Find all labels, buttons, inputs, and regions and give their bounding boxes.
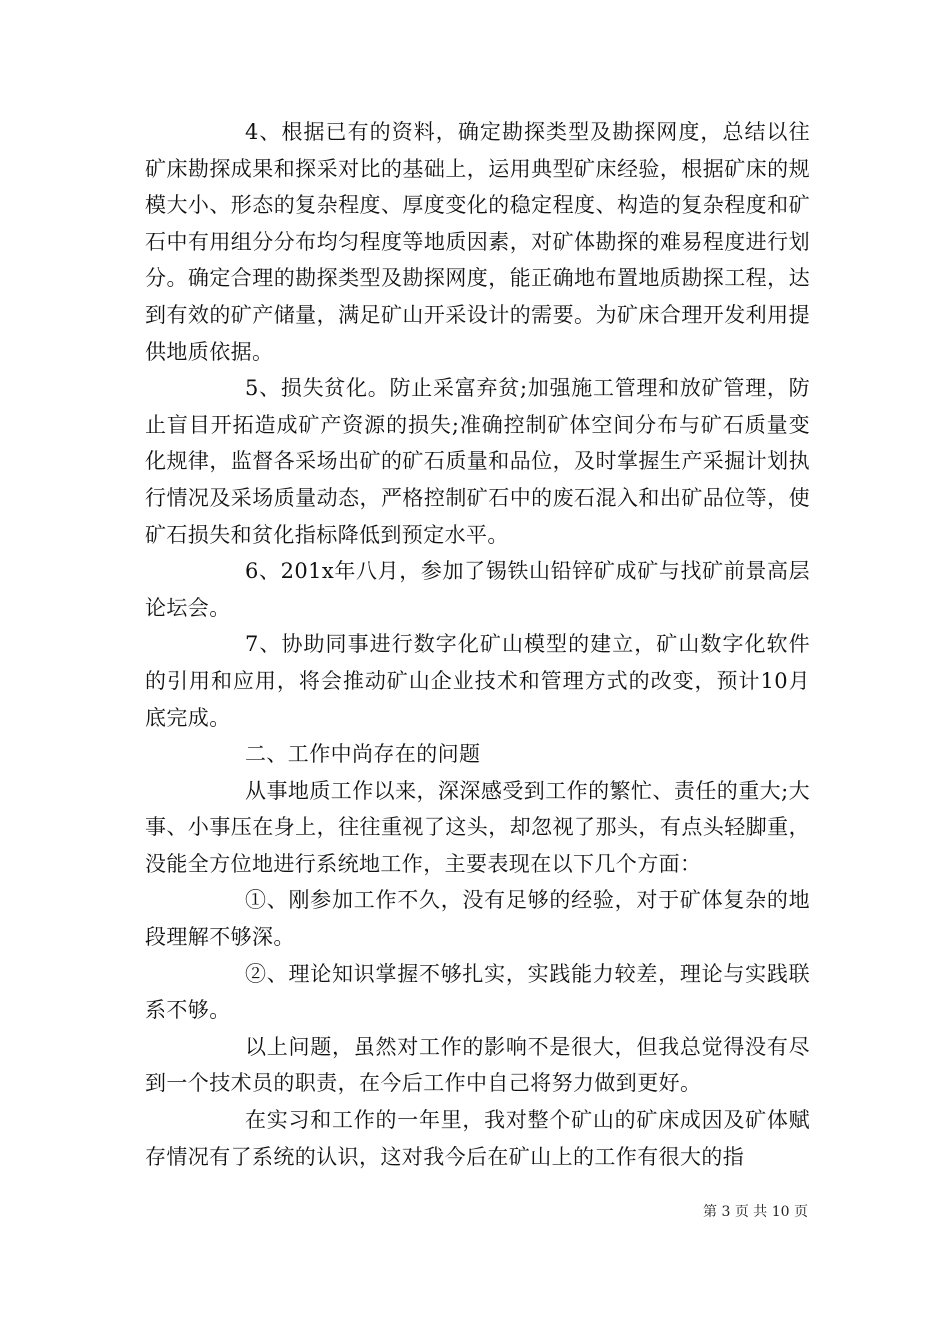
paragraph-item-7: 7、协助同事进行数字化矿山模型的建立，矿山数字化软件的引用和应用，将会推动矿山企业技术和管理方式的改变，预计10月底完成。	[145, 632, 810, 730]
paragraph-item-6: 6、201x年八月，参加了锡铁山铅锌矿成矿与找矿前景高层论坛会。	[145, 559, 810, 620]
page-number-footer: 第 3 页 共 10 页	[703, 1204, 808, 1220]
paragraph-problems-intro: 从事地质工作以来，深深感受到工作的繁忙、责任的重大;大事、小事压在身上，往往重视了这头，却忽视了那头，有点头轻脚重，没能全方位地进行系统地工作，主要表现在以下几个方面：	[145, 778, 810, 876]
paragraph-item-4: 4、根据已有的资料，确定勘探类型及勘探网度，总结以往矿床勘探成果和探采对比的基础上，运用典型矿床经验，根据矿床的规模大小、形态的复杂程度、厚度变化的稳定程度、构造的复杂程度和矿石中有用组分分布均匀程度等地质因素，对矿体勘探的难易程度进行划分。确定合理的勘探类型及勘探网度，能正确地布置地质勘探工程，达到有效的矿产储量，满足矿山开采设计的需要。为矿床合理开发利用提供地质依据。	[145, 120, 810, 364]
paragraph-problems-summary: 以上问题，虽然对工作的影响不是很大，但我总觉得没有尽到一个技术员的职责，在今后工作中自己将努力做到更好。	[145, 1034, 810, 1096]
paragraph-internship-summary: 在实习和工作的一年里，我对整个矿山的矿床成因及矿体赋存情况有了系统的认识，这对我今后在矿山上的工作有很大的指	[145, 1108, 810, 1169]
document-body	[145, 114, 810, 1175]
section-heading-problems: 二、工作中尚存在的问题	[245, 742, 481, 767]
paragraph-problem-2: ②、理论知识掌握不够扎实，实践能力较差，理论与实践联系不够。	[145, 961, 810, 1023]
paragraph-item-5: 5、损失贫化。防止采富弃贫;加强施工管理和放矿管理，防止盲目开拓造成矿产资源的损失;准确控制矿体空间分布与矿石质量变化规律，监督各采场出矿的矿石质量和品位，及时掌握生产采掘计划执行情况及采场质量动态，严格控制矿石中的废石混入和出矿品位等，使矿石损失和贫化指标降低到预定水平。	[145, 376, 810, 547]
paragraph-problem-1: ①、刚参加工作不久，没有足够的经验，对于矿体复杂的地段理解不够深。	[145, 888, 810, 950]
